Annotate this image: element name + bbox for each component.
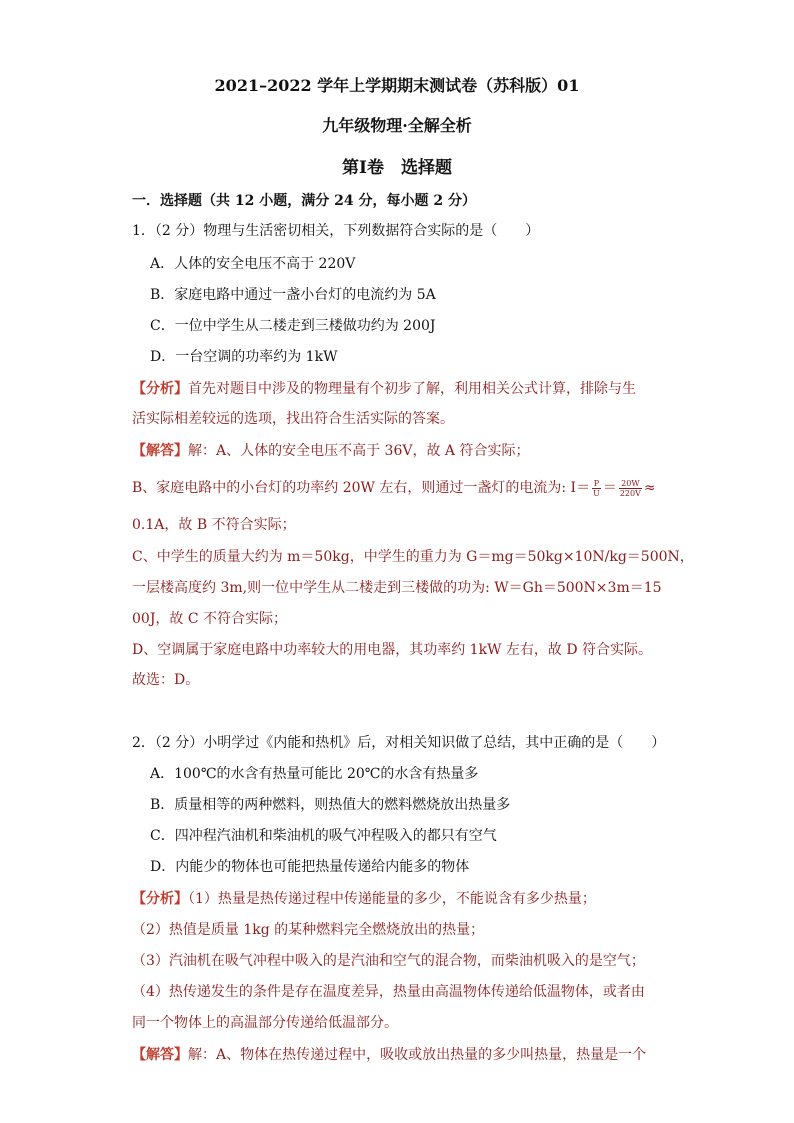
q1-stem: 1．（2 分）物理与生活密切相关，下列数据符合实际的是（ ） <box>132 223 540 239</box>
q1-option-a: A．人体的安全电压不高于 220V <box>150 256 356 272</box>
answer-text: 解：A、物体在热传递过程中，吸收或放出热量的多少叫热量，热量是一个 <box>188 1047 647 1063</box>
analysis-text: （1）热量是热传递过程中传递能量的多少，不能说含有多少热量； <box>188 891 596 907</box>
q1-answer-line-b2: 0.1A，故 B 不符合实际； <box>132 517 296 533</box>
answer-text: 解：A、人体的安全电压不高于 36V，故 A 符合实际； <box>188 443 530 459</box>
q1-answer-line-b <box>132 478 656 498</box>
q2-analysis-line-1 <box>132 889 596 909</box>
section-heading: 一．选择题（共 12 小题，满分 24 分，每小题 2 分） <box>132 193 476 209</box>
fraction-numerator: P <box>593 478 600 488</box>
q1-option-b: B．家庭电路中通过一盏小台灯的电流约为 5A <box>150 287 436 303</box>
fraction-numerator: 20W <box>619 479 642 489</box>
document-subtitle: 九年级物理·全解全析 <box>322 116 472 135</box>
fraction-denominator: U <box>593 488 600 498</box>
q2-option-c: C．四冲程汽油机和柴油机的吸气冲程吸入的都只有空气 <box>150 828 497 844</box>
answer-tag: 【解答】 <box>132 1047 188 1063</box>
answer-b-text: B、家庭电路中的小台灯的功率约 20W 左右，则通过一盏灯的电流为: I＝ <box>132 480 591 496</box>
q2-analysis-line-4: （4）热传递发生的条件是存在温度差异，热量由高温物体传递给低温物体，或者由 <box>132 984 645 1000</box>
part-heading: 第Ⅰ卷 选择题 <box>342 158 452 178</box>
q1-option-d: D．一台空调的功率约为 1kW <box>150 349 338 365</box>
q1-answer-line-c2: 一层楼高度约 3m,则一位中学生从二楼走到三楼做的功为: W＝Gh＝500N×3m＝15 <box>132 580 662 596</box>
q1-answer-line-c1: C、中学生的质量大约为 m＝50kg，中学生的重力为 G＝mg＝50kg×10N/kg＝500N， <box>132 549 694 565</box>
fraction-20w-over-220v <box>619 479 642 498</box>
q2-analysis-line-3: （3）汽油机在吸气冲程中吸入的是汽油和空气的混合物，而柴油机吸入的是空气； <box>132 953 645 969</box>
q2-option-b: B．质量相等的两种燃料，则热值大的燃料燃烧放出热量多 <box>150 797 511 813</box>
analysis-tag: 【分析】 <box>132 381 188 397</box>
q1-answer-line-c3: 00J，故 C 不符合实际； <box>132 611 288 627</box>
fraction-denominator: 220V <box>619 488 641 498</box>
q1-analysis-line-2: 活实际相差较远的选项，找出符合生活实际的答案。 <box>132 411 454 427</box>
analysis-text: 首先对题目中涉及的物理量有个初步了解，利用相关公式计算，排除与生 <box>188 381 636 397</box>
q2-analysis-line-2: （2）热值是质量 1kg 的某种燃料完全燃烧放出的热量； <box>132 922 485 938</box>
q2-stem: 2．（2 分）小明学过《内能和热机》后，对相关知识做了总结，其中正确的是（ ） <box>132 735 666 751</box>
q2-option-d: D．内能少的物体也可能把热量传递给内能多的物体 <box>150 859 470 875</box>
approx-sign: ≈ <box>643 480 656 496</box>
document-title: 2021–2022 学年上学期期末测试卷（苏科版）01 <box>214 76 580 95</box>
fraction-p-over-u <box>592 479 601 498</box>
q2-answer-line-a <box>132 1045 646 1065</box>
analysis-tag: 【分析】 <box>132 891 188 907</box>
answer-tag: 【解答】 <box>132 443 188 459</box>
q1-answer-line-a <box>132 441 530 461</box>
equals-sign: ＝ <box>602 480 617 496</box>
q1-option-c: C．一位中学生从二楼走到三楼做功约为 200J <box>150 318 436 334</box>
q1-analysis-line-1 <box>132 379 636 399</box>
q2-option-a: A．100℃的水含有热量可能比 20℃的水含有热量多 <box>150 766 479 782</box>
q1-answer-line-d: D、空调属于家庭电路中功率较大的用电器，其功率约 1kW 左右，故 D 符合实际。 <box>132 642 653 658</box>
q2-analysis-line-5: 同一个物体上的高温部分传递给低温部分。 <box>132 1015 398 1031</box>
q1-choice: 故选：D。 <box>132 672 200 688</box>
